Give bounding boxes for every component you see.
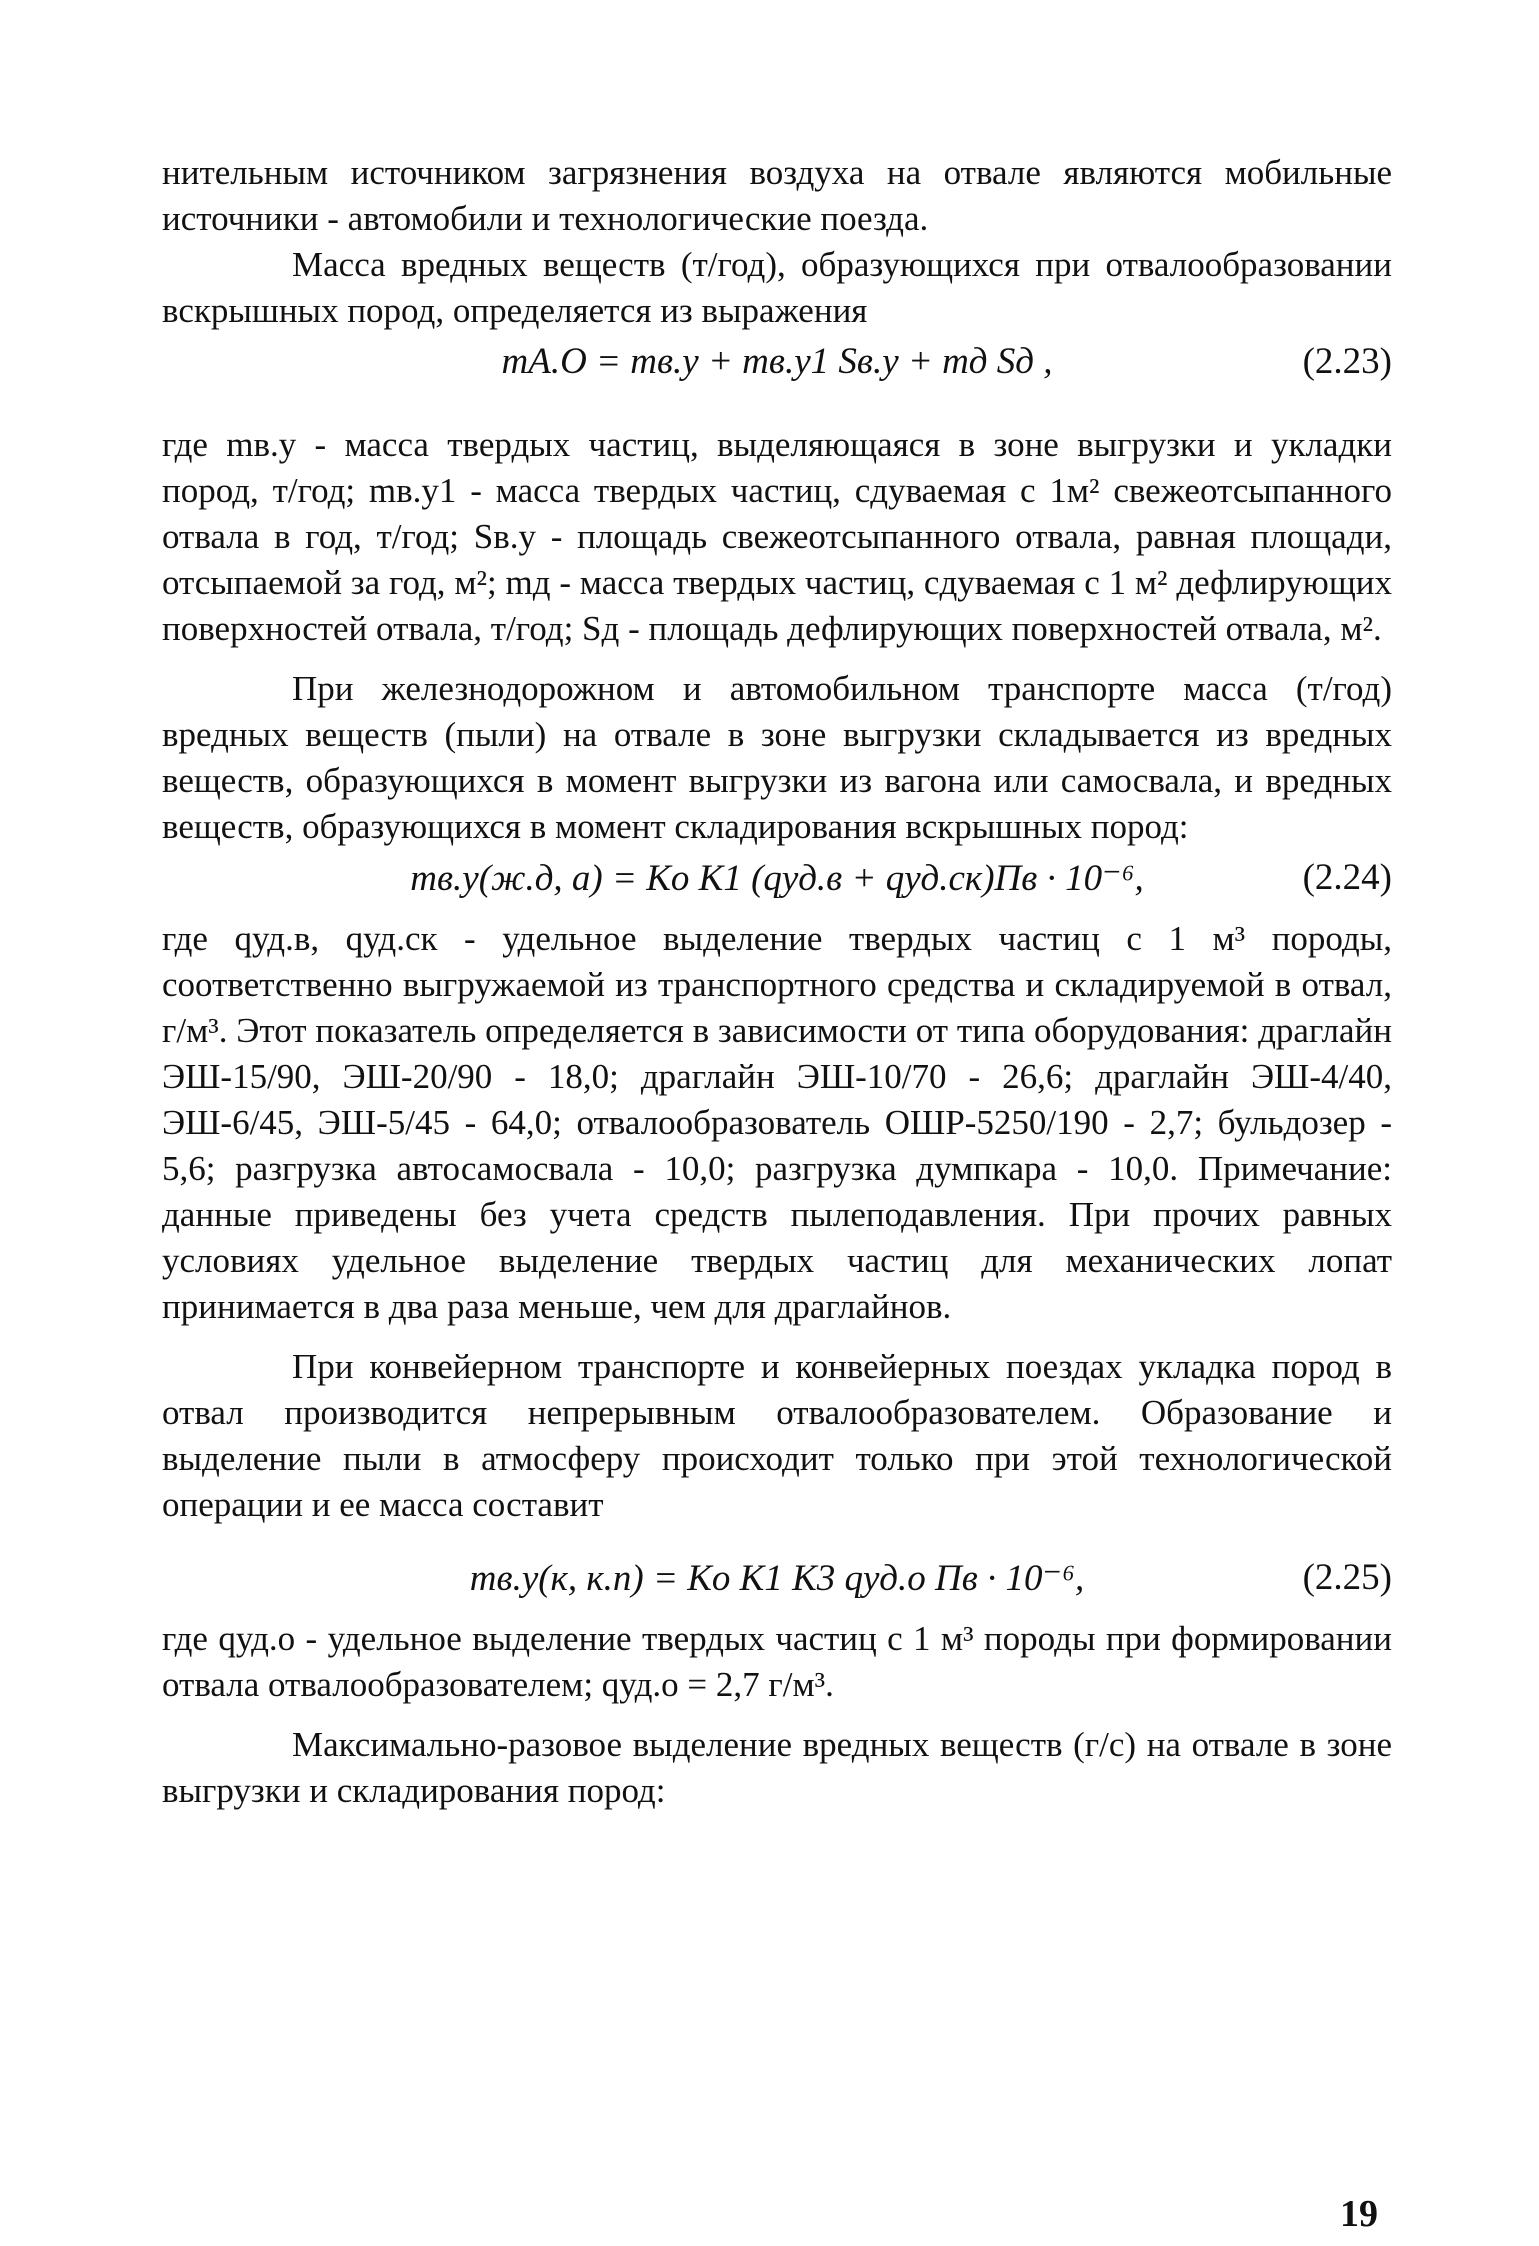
page-number: 19 [1340,2193,1378,2235]
formula-2-25 [162,1550,1392,1616]
formula-2-25-expression: mв.у(к, к.п) = Kо K1 K3 qуд.о Пв · 10⁻⁶, [469,1558,1085,1599]
paragraph-7: где qуд.о - удельное выделение твердых частиц с 1 м³ породы при формировании отвала отвалообразователем; qуд.о = 2,7 г/м³. [162,1619,1392,1704]
paragraph-3: где mв.у - масса твердых частиц, выделяющаяся в зоне выгрузки и укладки пород, т/год; mв.у1 - масса твердых частиц, сдуваемая с 1м² свежеотсыпанного отвала в год, т/год; Sв.у - площадь свежеотсыпанного отвала, равная площади, отсыпаемой за год, м²; mд - масса твердых частиц, сдуваемая с 1 м² дефлирующих поверхностей отвала, т/год; Sд - площадь дефлирующих поверхностей отвала, м². [162,425,1392,648]
formula-2-23 [162,334,1392,400]
paragraph-8: Максимально-разовое выделение вредных веществ (г/с) на отвале в зоне выгрузки и складирования пород: [162,1725,1392,1810]
formula-2-24 [162,850,1392,916]
formula-2-23-expression: mА.О = mв.у + mв.у1 Sв.у + mд Sд , [501,341,1053,382]
formula-2-25-number: (2.25) [1302,1557,1392,1598]
paragraph-2: Масса вредных веществ (т/год), образующихся при отвалообразовании вскрышных пород, определяется из выражения [162,245,1392,330]
paragraph-1: нительным источником загрязнения воздуха на отвале являются мобильные источники - автомобили и технологические поезда. [162,153,1392,238]
paragraph-6: При конвейерном транспорте и конвейерных поездах укладка пород в отвал производится непрерывным отвалообразователем. Образование и выделение пыли в атмосферу происходит только при этой технологической операции и ее масса составит [162,1347,1392,1524]
formula-2-24-number: (2.24) [1302,857,1392,898]
paragraph-5: где qуд.в, qуд.ск - удельное выделение твердых частиц с 1 м³ породы, соответственно выгружаемой из транспортного средства и складируемой в отвал, г/м³. Этот показатель определяется в зависимости от типа оборудования: драглайн ЭШ-15/90, ЭШ-20/90 - 18,0; драглайн ЭШ-10/70 - 26,6; драглайн ЭШ-4/40, ЭШ-6/45, ЭШ-5/45 - 64,0; отвалообразователь ОШР-5250/190 - 2,7; бульдозер - 5,6; разгрузка автосамосвала - 10,0; разгрузка думпкара - 10,0. Примечание: данные приведены без учета средств пылеподавления. При прочих равных условиях удельное выделение твердых частиц для механических лопат принимается в два раза меньше, чем для драглайнов. [162,919,1392,1326]
document-page [162,150,1392,1814]
formula-2-24-expression: mв.у(ж.д, а) = Kо K1 (qуд.в + qуд.ск)Пв · 10⁻⁶, [410,858,1144,899]
paragraph-4: При железнодорожном и автомобильном транспорте масса (т/год) вредных веществ (пыли) на отвале в зоне выгрузки складывается из вредных веществ, образующихся в момент выгрузки из вагона или самосвала, и вредных веществ, образующихся в момент складирования вскрышных пород: [162,669,1392,846]
formula-2-23-number: (2.23) [1302,341,1392,382]
